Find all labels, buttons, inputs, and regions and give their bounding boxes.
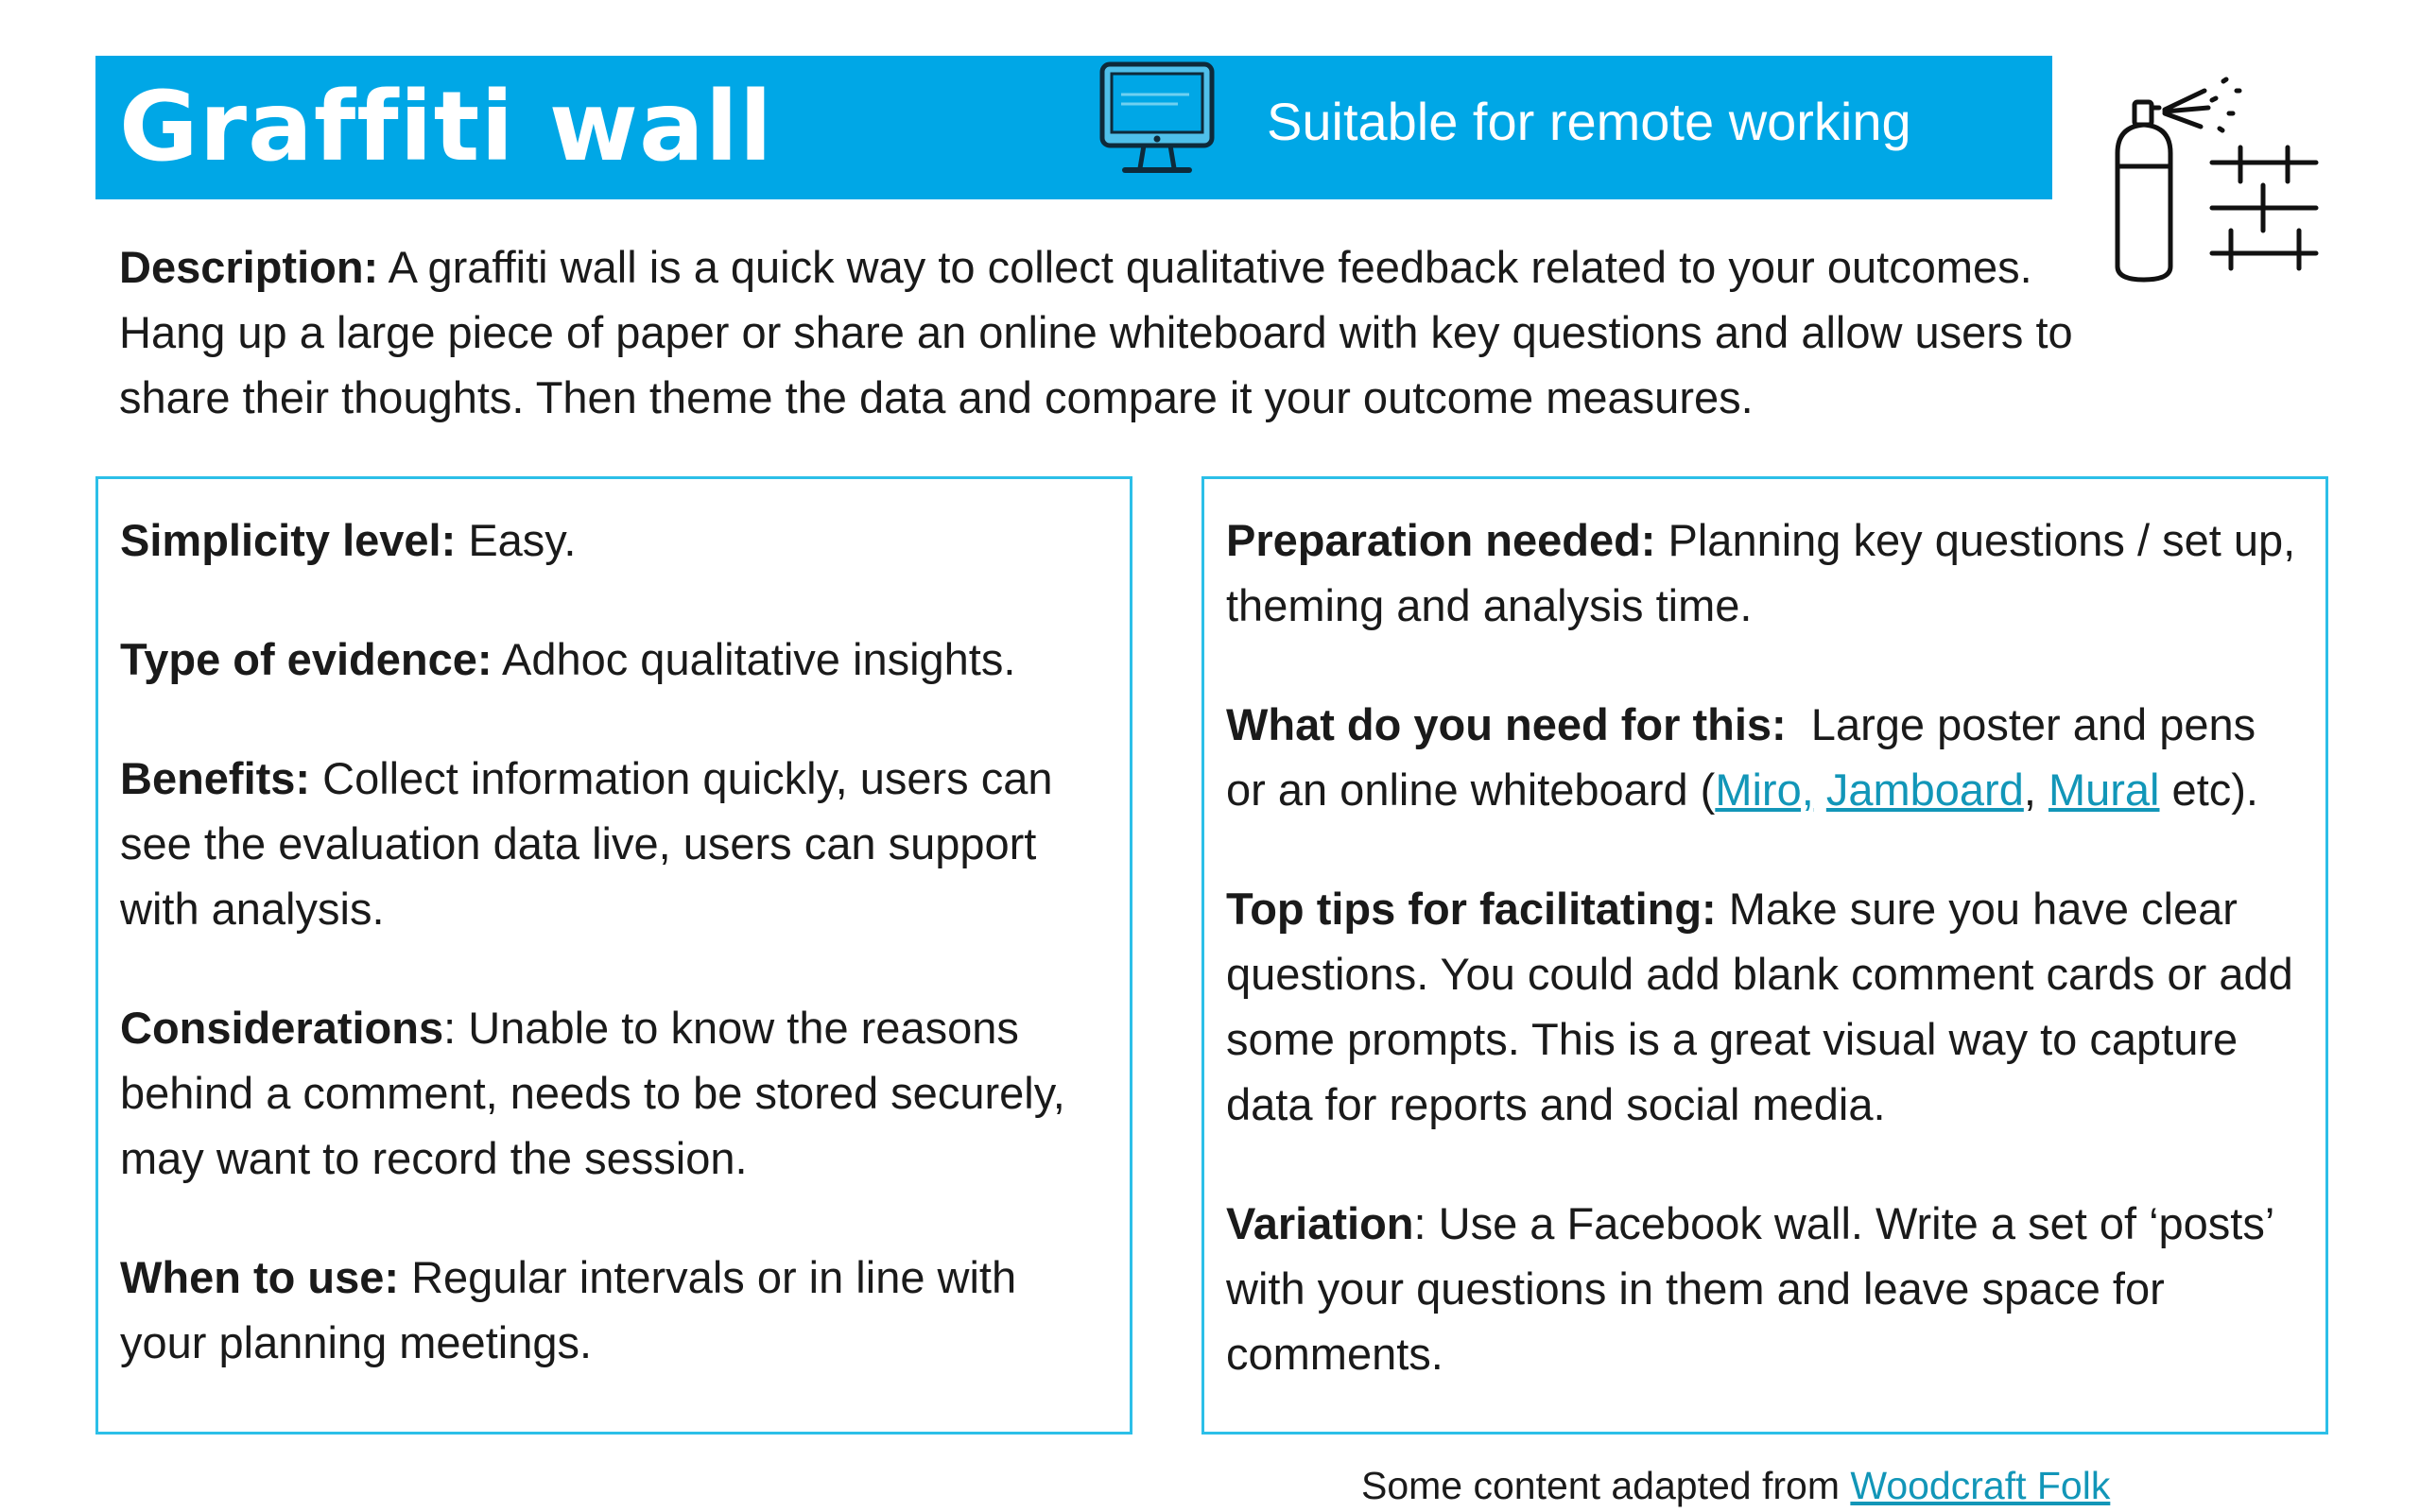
desktop-monitor-icon [1098,60,1216,181]
right-info-panel [1201,476,2328,1435]
variation-text: : Use a Facebook wall. Write a set of ‘posts’ with your questions in them and leave space for comments. [1226,1198,2273,1379]
needs-label: What do you need for this: [1226,699,1787,749]
footer-text: Some content adapted from [1361,1464,1851,1507]
considerations-text: : Unable to know the reasons behind a comment, needs to be stored securely, may want to record the session. [120,1003,1065,1183]
preparation-text: Planning key questions / set up, theming and analysis time. [1226,515,2296,630]
preparation-item [1226,507,2303,638]
preparation-label: Preparation needed: [1226,515,1656,565]
jamboard-link[interactable]: Jamboard [1825,765,2024,815]
woodcraft-folk-link[interactable]: Woodcraft Folk [1850,1464,2111,1507]
left-info-panel [95,476,1132,1435]
evidence-label: Type of evidence: [120,634,493,684]
variation-label: Variation [1226,1198,1414,1248]
benefits-label: Benefits: [120,753,311,803]
miro-link[interactable]: Miro, [1715,765,1814,815]
when-to-use-text: Regular intervals or in line with your planning meetings. [120,1252,1017,1367]
considerations-item [120,995,1107,1191]
mural-link[interactable]: Mural [2048,765,2160,815]
tips-text: Make sure you have clear questions. You could add blank comment cards or add some prompts. This is a great visual way to capture data for reports and social media. [1226,884,2293,1129]
tips-item [1226,876,2303,1137]
needs-text: Large poster and pens or an online whiteboard ( [1226,699,2269,815]
benefits-item [120,746,1107,941]
simplicity-item [120,507,1107,573]
needs-text-end: etc). [2159,765,2258,815]
page-title: Graffiti wall [119,71,773,183]
remote-working-label: Suitable for remote working [1267,92,1911,151]
evidence-text: Adhoc qualitative insights. [492,634,1016,684]
variation-item [1226,1191,2303,1386]
needs-separator-2: , [2023,765,2048,815]
simplicity-text: Easy. [456,515,577,565]
evidence-item [120,627,1107,692]
benefits-text: Collect information quickly, users can see the evaluation data live, users can support with analysis. [120,753,1053,934]
description-text: A graffiti wall is a quick way to collect qualitative feedback related to your outcomes. Hang up a large piece of paper or share an online whiteboard with key questions and allow users to share their thoughts. Then theme the data and compare it your outcome measures. [119,242,2073,422]
description-paragraph [119,234,2095,430]
tips-label: Top tips for facilitating: [1226,884,1717,934]
needs-item [1226,692,2303,822]
attribution-footer [1361,1459,2110,1512]
description-label: Description: [119,242,379,292]
needs-separator-1 [1814,765,1826,815]
when-to-use-label: When to use: [120,1252,400,1302]
simplicity-label: Simplicity level: [120,515,457,565]
when-to-use-item [120,1245,1107,1375]
spray-can-brick-wall-icon [2099,68,2325,291]
considerations-label: Considerations [120,1003,444,1053]
